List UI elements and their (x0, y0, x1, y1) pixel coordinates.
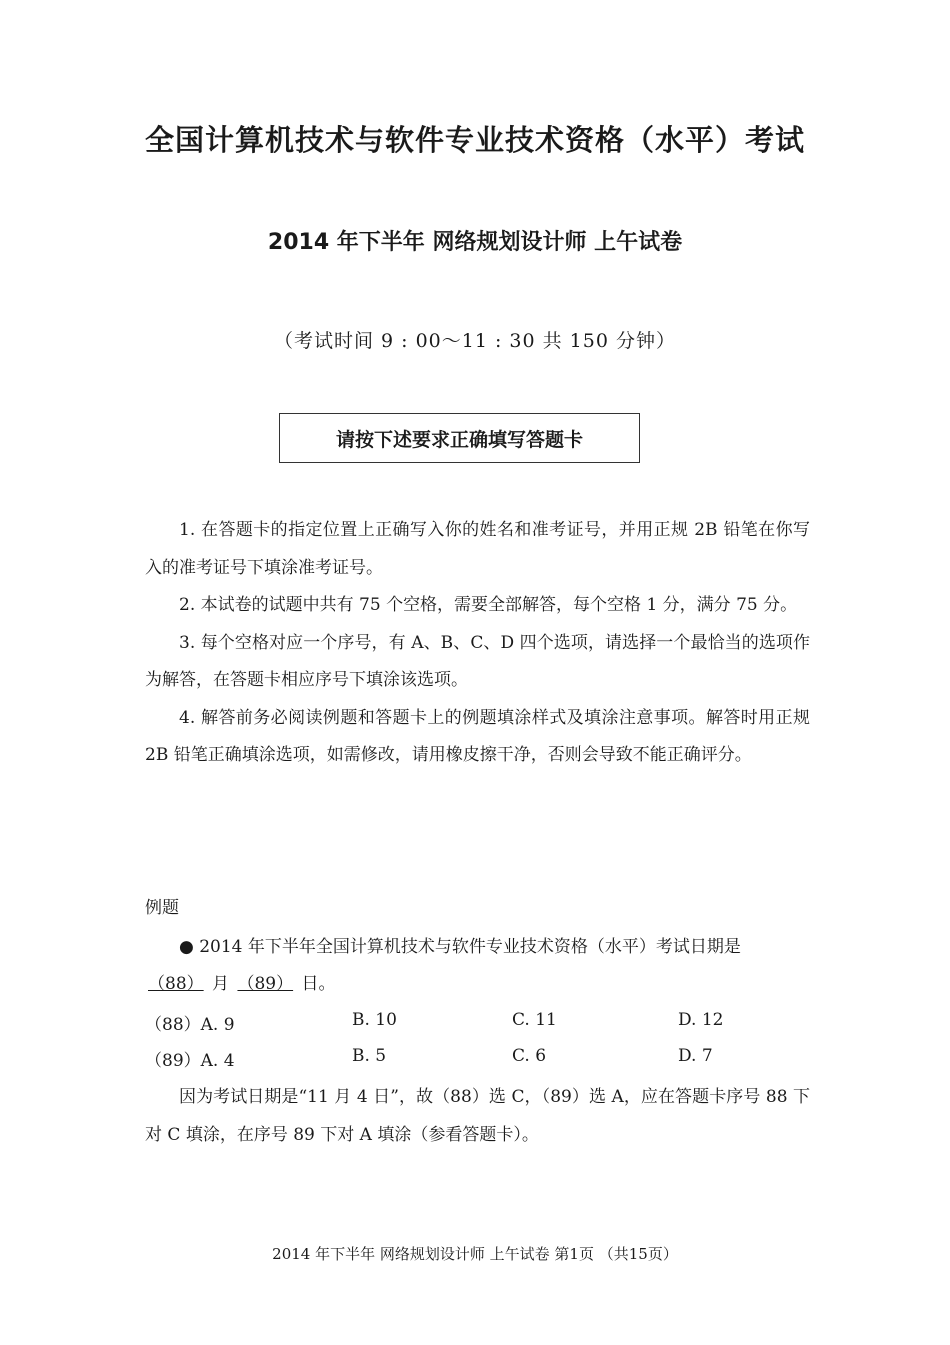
notice-box-title: 请按下述要求正确填写答题卡 (335, 428, 583, 451)
sub-title: 2014 年下半年 网络规划设计师 上午试卷 (267, 230, 683, 255)
instruction-3: 3. 每个空格对应一个序号，有 A、B、C、D 四个选项，请选择一个最恰当的选项作为解答，在答题卡相应序号下填涂该选项。 (145, 632, 810, 690)
blank-88: （88） (148, 974, 204, 994)
option-88-a: （88）A. 9 (145, 1015, 235, 1035)
option-88-c: C. 11 (512, 1010, 557, 1030)
option-89-c: C. 6 (512, 1046, 547, 1066)
page-footer: 2014 年下半年 网络规划设计师 上午试卷 第1页 （共15页） (272, 1245, 678, 1263)
option-88-d: D. 12 (678, 1010, 724, 1030)
blank-89: （89） (237, 974, 294, 994)
instruction-1: 1. 在答题卡的指定位置上正确写入你的姓名和准考证号，并用正规 2B 铅笔在你写入的准考证号下填涂准考证号。 (145, 520, 810, 578)
instruction-4: 4. 解答前务必阅读例题和答题卡上的例题填涂样式及填涂注意事项。解答时用正规 2B 铅笔正确填涂选项，如需修改，请用橡皮擦干净，否则会导致不能正确评分。 (145, 707, 810, 765)
month-label: 月 (212, 974, 230, 994)
notice-box (279, 413, 640, 463)
instructions (145, 512, 810, 775)
option-89-b: B. 5 (352, 1046, 387, 1066)
example-explanation: 因为考试日期是“11 月 4 日”，故（88）选 C，（89）选 A，应在答题卡序号 88 下对 C 填涂，在序号 89 下对 A 填涂（参看答题卡）。 (145, 1087, 810, 1145)
example-question (145, 929, 810, 1003)
day-label: 日。 (301, 974, 336, 994)
option-88-b: B. 10 (352, 1010, 397, 1030)
option-89-a: （89）A. 4 (145, 1051, 235, 1071)
example-question-text: ● 2014 年下半年全国计算机技术与软件专业技术资格（水平）考试日期是 (179, 937, 741, 957)
main-title: 全国计算机技术与软件专业技术资格（水平）考试 (144, 123, 805, 157)
exam-time: （考试时间 9 : 00～11 : 30 共 150 分钟） (273, 330, 676, 352)
option-89-d: D. 7 (678, 1046, 713, 1066)
instruction-2: 2. 本试卷的试题中共有 75 个空格，需要全部解答，每个空格 1 分，满分 75 分。 (179, 595, 798, 615)
example-label: 例题 (145, 898, 179, 918)
example-question-blanks (145, 966, 810, 1003)
